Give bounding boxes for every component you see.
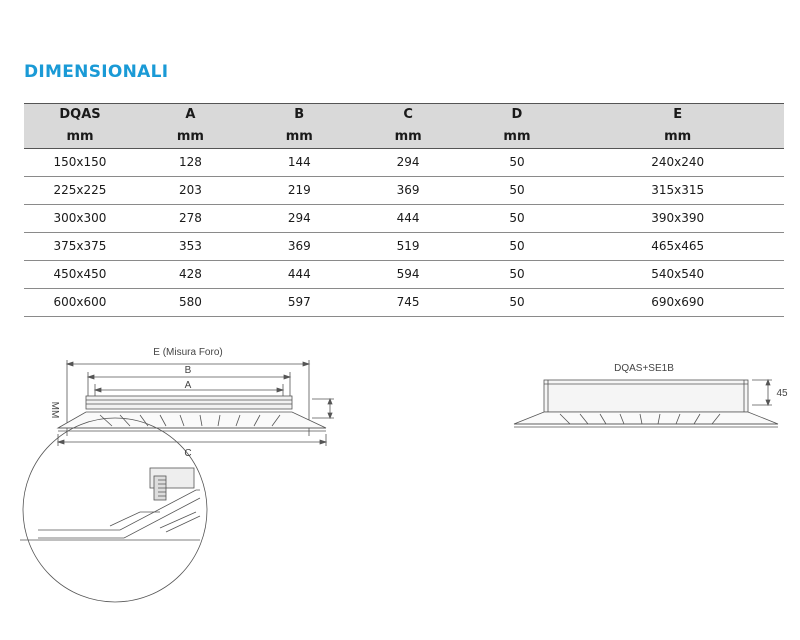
cell-d: 50 (463, 261, 572, 289)
cell-a: 278 (136, 205, 245, 233)
cell-c: 444 (354, 205, 463, 233)
cell-b: 597 (245, 289, 354, 317)
cell-a: 353 (136, 233, 245, 261)
detail-zoom (20, 468, 200, 540)
cell-d: 50 (463, 177, 572, 205)
label-model-dqas-se1b: DQAS+SE1B (614, 363, 674, 374)
cell-d: 50 (463, 149, 572, 177)
label-a: A (184, 380, 192, 391)
cell-c: 369 (354, 177, 463, 205)
cell-d: 50 (463, 205, 572, 233)
cell-b: 294 (245, 205, 354, 233)
section-title: DIMENSIONALI (24, 62, 169, 82)
header-a: A (136, 104, 245, 127)
diffuser-section-drawing (20, 360, 334, 602)
cell-c: 745 (354, 289, 463, 317)
label-height-45: 45 (776, 388, 788, 399)
header-c: C (354, 104, 463, 127)
header-dqas: DQAS (24, 104, 136, 127)
label-side-mm: MM (49, 401, 60, 419)
cell-a: 128 (136, 149, 245, 177)
label-b: B (184, 365, 192, 376)
cell-dqas: 375x375 (24, 233, 136, 261)
unit-a: mm (136, 126, 245, 149)
unit-b: mm (245, 126, 354, 149)
header-e: E (571, 104, 784, 127)
cell-e: 240x240 (571, 149, 784, 177)
cell-dqas: 450x450 (24, 261, 136, 289)
unit-d: mm (463, 126, 572, 149)
dqas-se1b-drawing (514, 380, 778, 427)
cell-e: 390x390 (571, 205, 784, 233)
cell-dqas: 600x600 (24, 289, 136, 317)
cell-c: 294 (354, 149, 463, 177)
cell-d: 50 (463, 289, 572, 317)
header-d: D (463, 104, 572, 127)
label-c: C (184, 448, 192, 459)
unit-c: mm (354, 126, 463, 149)
cell-e: 315x315 (571, 177, 784, 205)
cell-b: 144 (245, 149, 354, 177)
cell-a: 580 (136, 289, 245, 317)
cell-e: 540x540 (571, 261, 784, 289)
cell-a: 428 (136, 261, 245, 289)
cell-dqas: 300x300 (24, 205, 136, 233)
cell-dqas: 150x150 (24, 149, 136, 177)
cell-b: 219 (245, 177, 354, 205)
unit-e: mm (571, 126, 784, 149)
cell-b: 369 (245, 233, 354, 261)
cell-e: 690x690 (571, 289, 784, 317)
cell-e: 465x465 (571, 233, 784, 261)
cell-a: 203 (136, 177, 245, 205)
cell-c: 519 (354, 233, 463, 261)
cell-dqas: 225x225 (24, 177, 136, 205)
header-b: B (245, 104, 354, 127)
unit-dqas: mm (24, 126, 136, 149)
cell-d: 50 (463, 233, 572, 261)
cell-c: 594 (354, 261, 463, 289)
cell-b: 444 (245, 261, 354, 289)
label-e-misura-foro: E (Misura Foro) (153, 347, 223, 358)
